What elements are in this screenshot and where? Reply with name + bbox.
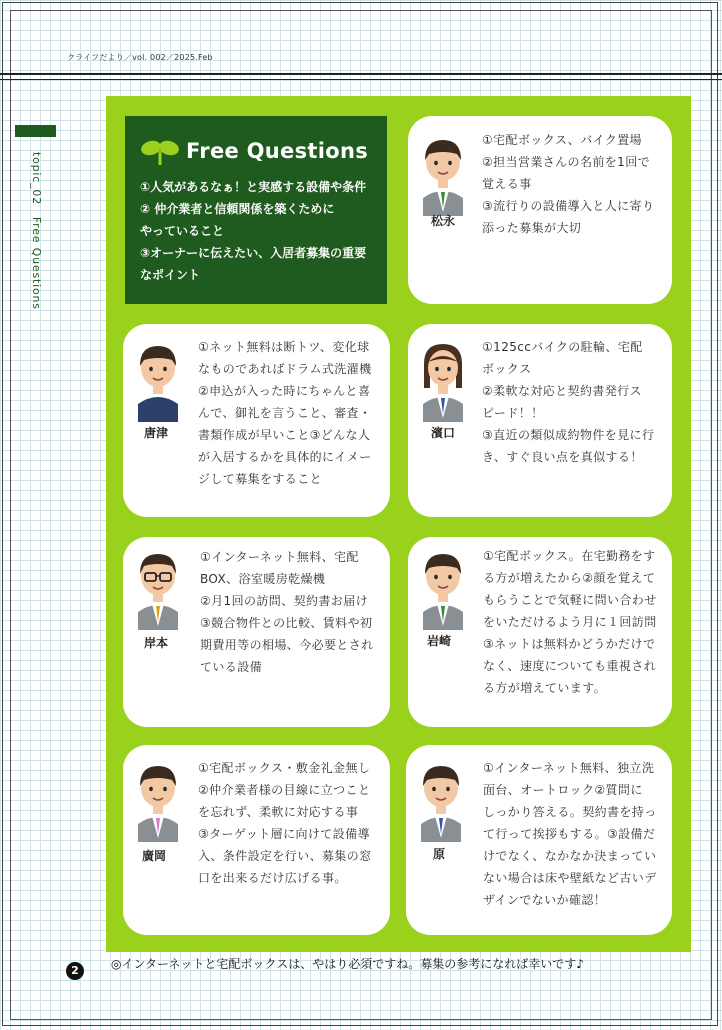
answer-line: ジして募集をすること xyxy=(198,472,323,486)
answer-text xyxy=(198,336,371,490)
answer-line: ①インターネット無料、独立洗 xyxy=(483,761,655,775)
answer-line: けでなく、なかなか決まってい xyxy=(483,849,657,863)
answer-text xyxy=(483,545,657,699)
answer-line: 口を出来るだけ広げる事。 xyxy=(198,871,347,885)
answer-line: る方が増えています。 xyxy=(483,681,607,695)
answer-line: 期費用等の相場、今必要とされ xyxy=(200,638,374,652)
answer-line: ③競合物件との比較、賃料や初 xyxy=(200,616,373,630)
person-name: 原 xyxy=(432,847,445,861)
answer-line: ③ターゲット層に向けて設備導 xyxy=(198,827,370,841)
answer-line: ない場合は床や壁紙など古いデ xyxy=(483,871,657,885)
person-name: 岸本 xyxy=(143,636,168,650)
answer-line: る方が増えたから②顔を覚えて xyxy=(483,571,656,585)
title-row xyxy=(140,136,377,166)
answer-line: んで、御礼を言うこと、審査・ xyxy=(198,406,372,420)
answer-line: を忘れず、柔軟に対応する事 xyxy=(198,805,359,819)
section-title: Free Questions xyxy=(186,139,369,163)
person-name: 廣岡 xyxy=(141,849,166,863)
answer-line: BOX、浴室暖房乾燥機 xyxy=(200,572,326,586)
answer-line: しっかり答える。契約書を持っ xyxy=(483,805,657,819)
person-avatar-icon xyxy=(415,132,471,216)
answer-line: ①ネット無料は断トツ、変化球 xyxy=(198,340,370,354)
answer-line: ③ネットは無料かどうかだけで xyxy=(483,637,656,651)
person-avatar-icon xyxy=(415,546,471,630)
answer-line: ②担当営業さんの名前を1回で xyxy=(482,155,650,169)
answer-line: ②月1回の訪問、契約書お届け xyxy=(200,594,368,608)
header-rule-thick xyxy=(0,73,722,75)
answer-text xyxy=(200,546,374,678)
answer-line: ①宅配ボックス。在宅勤務をす xyxy=(483,549,656,563)
answer-line: ③直近の類似成約物件を見に行 xyxy=(482,428,655,442)
person-avatar-icon xyxy=(415,338,471,422)
person-avatar-icon xyxy=(130,546,186,630)
answer-line: ②柔軟な対応と契約書発行ス xyxy=(482,384,642,398)
answer-line: 添った募集が大切 xyxy=(482,221,582,235)
footer-note: ◎インターネットと宅配ボックスは、やはり必須ですね。募集の参考になれば幸いです♪ xyxy=(111,957,584,971)
answer-line: ①宅配ボックス・敷金礼金無し xyxy=(198,761,371,775)
side-accent-bar xyxy=(15,125,56,137)
question-line: なポイント xyxy=(140,268,201,282)
answer-text xyxy=(483,757,657,911)
side-topic-label: topic_02 Free Questions xyxy=(30,152,43,310)
answer-line: き、すぐ良い点を真似する！ xyxy=(482,450,643,464)
answer-line: ②仲介業者様の目線に立つこと xyxy=(198,783,371,797)
answer-line: ボックス xyxy=(482,362,532,376)
question-line: ③オーナーに伝えたい、入居者募集の重要 xyxy=(140,246,367,260)
answer-line: なものであればドラム式洗濯機 xyxy=(198,362,372,376)
header-rule-thin xyxy=(0,79,722,80)
answer-line: 面台、オートロック②質問に xyxy=(483,783,643,797)
person-avatar-icon xyxy=(413,758,469,842)
answer-line: ③流行りの設備導入と人に寄り xyxy=(482,199,655,213)
title-box xyxy=(125,116,387,304)
newsletter-header: クライフだより／vol. 002／2025.Feb xyxy=(67,53,213,62)
answer-line: ピード！！ xyxy=(482,406,544,420)
answer-line: ②申込が入った時にちゃんと喜 xyxy=(198,384,371,398)
answer-line: 覚える事 xyxy=(482,177,532,191)
answer-line: が入居するかを具体的にイメー xyxy=(198,450,372,464)
answer-line: もらうことで気軽に問い合わせ xyxy=(483,593,657,607)
answer-line: をいただけるよう月に１回訪問 xyxy=(483,615,657,629)
answer-line: ①宅配ボックス、バイク置場 xyxy=(482,133,642,147)
person-name: 濱口 xyxy=(430,426,455,440)
answer-text xyxy=(198,757,372,889)
sprout-icon xyxy=(140,136,180,166)
answer-line: 書類作成が早いこと③どんな人 xyxy=(198,428,371,442)
person-name: 唐津 xyxy=(143,426,168,440)
answer-text xyxy=(482,129,654,239)
person-avatar-icon xyxy=(130,758,186,842)
question-line: やっていること xyxy=(140,224,225,238)
answer-line: 入、条件設定を行い、募集の窓 xyxy=(198,849,372,863)
person-name: 松永 xyxy=(430,214,455,228)
answer-text xyxy=(482,336,654,468)
answer-line: なく、速度についても重視され xyxy=(483,659,657,673)
answer-line: ①インターネット無料、宅配 xyxy=(200,550,359,564)
answer-line: て行って挨拶もする。③設備だ xyxy=(483,827,656,841)
answer-line: ている設備 xyxy=(200,660,263,674)
page-number: 2 xyxy=(66,962,84,980)
person-avatar-icon xyxy=(130,338,186,422)
question-line: ①人気があるなぁ！と実感する設備や条件 xyxy=(140,180,367,194)
answer-line: ザインでないか確認！ xyxy=(483,893,607,907)
answer-line: ①125ccバイクの駐輪、宅配 xyxy=(482,340,643,354)
person-name: 岩崎 xyxy=(426,634,451,648)
question-line: ② 仲介業者と信頼関係を築くために xyxy=(140,202,335,216)
